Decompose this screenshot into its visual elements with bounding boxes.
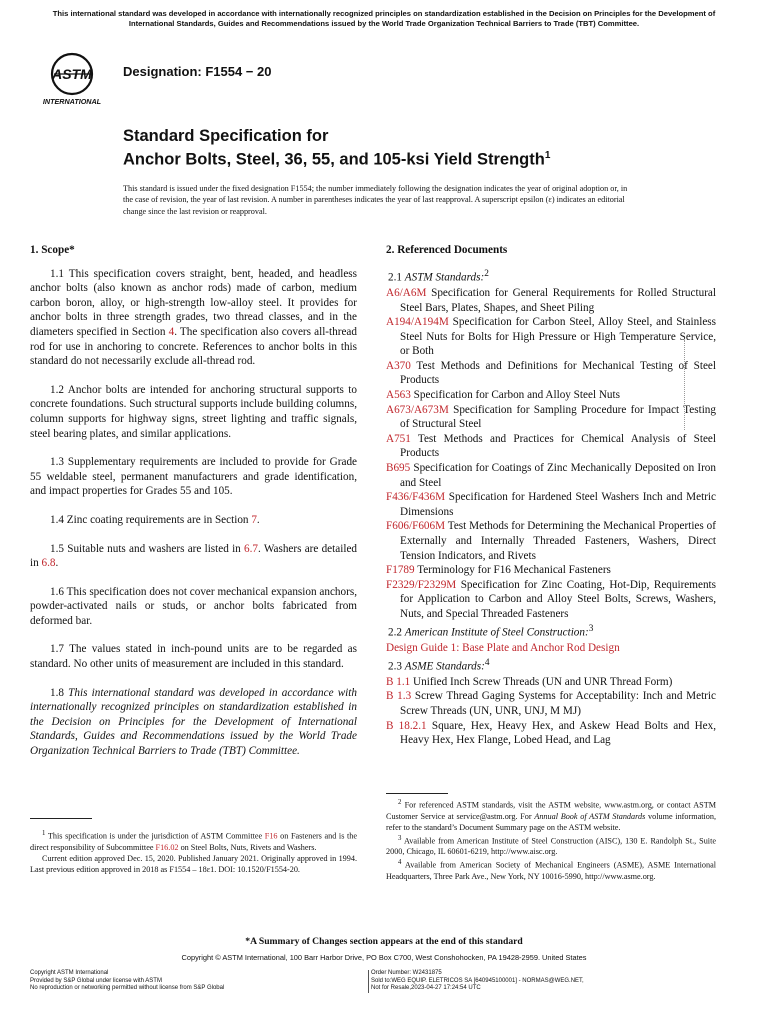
aisc-label-num: 2.2 — [388, 626, 405, 639]
scope-1-3: 1.3 Supplementary requirements are included to provide for Grade 55 weldable steel, permanent manufacturers and grade identification, and impact properties for Grades 55 and 105. — [30, 456, 357, 498]
astm-reference-title: Test Methods and Practices for Chemical Analysis of Steel Products — [400, 432, 716, 460]
title-line-1: Standard Specification for — [123, 127, 329, 145]
astm-reference-title: Specification for Carbon and Alloy Steel Nuts — [410, 389, 620, 402]
asme-reference-item — [386, 675, 716, 690]
asme-reference-list — [386, 675, 716, 748]
astm-reference-title: Specification for Carbon Steel, Alloy Steel, and Stainless Steel Nuts for Bolts for High Pressure or High Temperature Service, or Both — [400, 316, 716, 358]
asme-reference-code-link[interactable]: B 1.3 — [386, 690, 412, 703]
fn2-italic: Annual Book of ASTM Standards — [534, 811, 646, 821]
scope-1-5-end: . — [55, 557, 59, 570]
title-line-2 — [123, 146, 550, 170]
order-line: Sold to:WEG EQUIP. ELETRICOS SA [640945100001] - NORMAS@WEG.NET, — [371, 977, 584, 984]
astm-logo — [40, 52, 104, 106]
asme-reference-item — [386, 719, 716, 748]
scope-1-4 — [30, 513, 357, 528]
committee-f16-link[interactable]: F16 — [264, 831, 278, 841]
asme-reference-code-link[interactable]: B 1.1 — [386, 675, 411, 688]
footnote-4: $^4$ Available from American Society of Mechanical Engineers (ASME), ASME International Headquarters, Three Park Ave., New York, NY 10016-5990, http://www.asme.org. — [386, 859, 716, 882]
section-4-link[interactable]: 4 — [168, 325, 175, 338]
scope-1-4-text: 1.4 Zinc coating requirements are in Section — [50, 513, 252, 526]
logo-text-bottom: INTERNATIONAL — [42, 97, 102, 106]
scope-1-5 — [30, 542, 357, 571]
fn2-text-a: For referenced ASTM standards, visit the ASTM website, www.astm.org, or contact ASTM Customer Service at service@astm.org. For — [386, 800, 717, 821]
designation: Designation: F1554 − 20 — [123, 64, 272, 79]
order-line: Not for Resale,2023-04-27 17:24:54 UTC — [371, 985, 481, 992]
astm-reference-title: Specification for Sampling Procedure for Impact Testing of Structural Steel — [400, 403, 716, 431]
license-block — [30, 970, 224, 993]
astm-standards-label — [386, 267, 716, 285]
order-block — [368, 970, 584, 993]
astm-reference-title: Test Methods and Definitions for Mechanical Testing of Steel Products — [400, 359, 716, 387]
astm-reference-title: Specification for General Requirements for Rolled Structural Steel Bars, Plates, Shapes, and Sheet Piling — [400, 286, 716, 314]
intro-paragraph: This standard is issued under the fixed designation F1554; the number immediately following the designation indicates the year of original adoption or, in the case of revision, the year of last revision. A number in parentheses indicates the year of last reapproval. A superscript epsilon (ε) indicates an editorial change since the last revision or reapproval. — [123, 184, 628, 216]
astm-label-sup: 2 — [484, 268, 489, 279]
scope-1-8-text: This international standard was developed in accordance with internationally recognized principles on standardization established in the Decision on Principles for the Development of International Standards, Guides and Recommendations issued by the World Trade Organization Technical Barriers to Trade (TBT) Committee. — [30, 686, 357, 758]
asme-reference-code-link[interactable]: B 18.2.1 — [386, 719, 427, 732]
logo-text-top: ASTM — [52, 66, 92, 82]
astm-reference-item — [386, 315, 716, 359]
astm-reference-item — [386, 519, 716, 563]
footnote-1-jurisdiction: $^1$ This specification is under the jurisdiction of ASTM Committee F16 on Fasteners and is the direct responsibility of Subcommittee F16.02 on Steel Bolts, Nuts, Rivets and Washers. — [30, 830, 357, 852]
scope-1-8-number: 1.8 — [50, 686, 69, 699]
title-line-2-text: Anchor Bolts, Steel, 36, 55, and 105-ksi Yield Strength — [123, 150, 545, 169]
aisc-label-sup: 3 — [588, 623, 594, 634]
astm-reference-code-link[interactable]: A194/A194M — [386, 316, 449, 329]
aisc-label — [386, 622, 716, 640]
fn3-text: Available from American Institute of Steel Construction (AISC), 130 E. Randolph St., Suite 2000, Chicago, IL 60601-6219, http://www.aisc.org. — [386, 836, 716, 857]
astm-label-num: 2.1 — [388, 271, 405, 284]
astm-reference-title: Terminology for F16 Mechanical Fasteners — [414, 564, 611, 577]
aisc-design-guide-text[interactable]: Design Guide 1: Base Plate and Anchor Rod Design — [386, 641, 620, 654]
footnote-2: $^2$ For referenced ASTM standards, visit the ASTM website, www.astm.org, or contact ASTM Customer Service at service@astm.org. For Annual Book of ASTM Standards volume information, refer to the standard’s Document Summary page on the ASTM website. — [386, 799, 717, 832]
scope-1-5-text: 1.5 Suitable nuts and washers are listed in — [50, 542, 245, 555]
section-7-link[interactable]: 7 — [251, 513, 257, 526]
footnotes-right — [386, 797, 716, 882]
asme-reference-title: Unified Inch Screw Threads (UN and UNR Thread Form) — [410, 675, 673, 688]
fn2-text-b: volume information, refer to the standard’s Document Summary page on the ASTM website. — [386, 811, 717, 832]
astm-reference-item — [386, 388, 716, 403]
aisc-label-text: American Institute of Steel Construction: — [404, 626, 589, 639]
astm-reference-code-link[interactable]: A6/A6M — [386, 286, 427, 299]
astm-reference-code-link[interactable]: F2329/F2329M — [386, 578, 457, 591]
scope-1-1 — [30, 267, 357, 369]
referenced-documents-section — [386, 243, 716, 748]
title-footnote-mark: 1 — [544, 150, 551, 161]
section-6-8-link[interactable]: 6.8 — [41, 557, 56, 570]
scope-1-1-text: 1.1 This specification covers straight, bent, headed, and headless anchor bolts (also known as anchor rods) made of carbon, medium carbon boron, alloy, or high-strength low-alloy steel. It provides for anchor bolts in three strength grades, two thread classes, and in the diameters specified in Section — [30, 267, 357, 338]
astm-reference-item — [386, 490, 716, 519]
fn1-text-a: This specification is under the jurisdiction of ASTM Committee — [47, 831, 265, 841]
asme-reference-title: Screw Thread Gaging Systems for Acceptability: Inch and Metric Screw Threads (UN, UNR, UNJ, M MJ) — [400, 690, 716, 718]
license-line: No reproduction or networking permitted without license from S&P Global — [30, 985, 225, 992]
scope-1-8 — [30, 686, 357, 759]
astm-reference-code-link[interactable]: A673/A673M — [386, 403, 449, 416]
astm-reference-code-link[interactable]: F436/F436M — [386, 491, 446, 504]
scope-section — [30, 243, 357, 773]
summary-of-changes-note: *A Summary of Changes section appears at the end of this standard — [245, 936, 523, 947]
astm-reference-item — [386, 359, 716, 388]
aisc-design-guide-link[interactable] — [386, 641, 716, 656]
subcommittee-f16-02-link[interactable]: F16.02 — [155, 842, 179, 852]
asme-label-sup: 4 — [484, 657, 490, 668]
asme-label-text: ASME Standards: — [404, 660, 485, 673]
footnote-1 — [30, 828, 357, 875]
margin-dotted-line — [684, 340, 691, 430]
astm-reference-item — [386, 461, 716, 490]
document-title — [123, 127, 550, 170]
scope-heading: 1. Scope* — [30, 244, 75, 256]
astm-reference-code-link[interactable]: F1789 — [386, 564, 415, 577]
fn4-text: Available from American Society of Mechanical Engineers (ASME), ASME International Headquarters, Three Park Ave., New York, NY 10016-5990, http://www.asme.org. — [386, 861, 716, 882]
asme-label-num: 2.3 — [388, 660, 405, 673]
footnote-1-edition: Current edition approved Dec. 15, 2020. Published January 2021. Originally approved in 1994. Last previous edition approved in 2018 as F1554 – 18ε1. DOI: 10.1520/F1554-20. — [30, 853, 357, 874]
scope-1-7: 1.7 The values stated in inch-pound units are to be regarded as standard. No other units of measurement are included in this standard. — [30, 643, 357, 671]
astm-reference-item — [386, 563, 716, 578]
fn1-text-b: on Fasteners and is the direct responsibility of Subcommittee — [30, 831, 357, 852]
astm-reference-code-link[interactable]: F606/F606M — [386, 520, 446, 533]
astm-reference-title: Specification for Hardened Steel Washers Inch and Metric Dimensions — [400, 491, 716, 518]
astm-logo-graphic — [40, 52, 104, 106]
scope-1-2: 1.2 Anchor bolts are intended for anchoring structural supports to concrete foundations. Such structural supports include building columns, column supports for highway signs, street lighting and traffic signals, steel bearing plates, and similar applications. — [30, 383, 357, 440]
astm-reference-title: Specification for Coatings of Zinc Mechanically Deposited on Iron and Steel — [400, 462, 716, 489]
asme-label — [386, 656, 716, 674]
astm-reference-code-link[interactable]: A370 — [386, 359, 411, 372]
astm-reference-item — [386, 578, 716, 622]
astm-reference-item — [386, 286, 716, 315]
astm-reference-item — [386, 403, 716, 432]
astm-reference-item — [386, 432, 716, 461]
fn1-text-c: on Steel Bolts, Nuts, Rivets and Washers. — [178, 842, 317, 852]
standards-notice: This international standard was developed in accordance with internationally recognized principles on standardization established in the Decision on Principles for the Development of International Standards, Guides and Recommendations issued by the World Trade Organization Technical Barriers to Trade (TBT) Committee. — [52, 9, 716, 28]
astm-reference-list — [386, 286, 716, 622]
astm-reference-title: Specification for Zinc Coating, Hot-Dip, Requirements for Application to Carbon and Alloy Steel Bolts, Screws, Washers, Nuts, and Special Threaded Fasteners — [400, 578, 716, 620]
section-6-7-link[interactable]: 6.7 — [244, 542, 258, 555]
footnote-rule-left — [30, 818, 92, 819]
scope-1-5-mid: . Washers are detailed in — [30, 542, 358, 570]
footnote-rule-right — [386, 793, 448, 794]
astm-label-text: ASTM Standards: — [404, 271, 485, 284]
copyright-line: Copyright © ASTM International, 100 Barr Harbor Drive, PO Box C700, West Conshohocken, PA 19428-2959. United States — [181, 953, 587, 962]
scope-1-4-end: . — [256, 513, 260, 526]
astm-reference-code-link[interactable]: A751 — [386, 432, 411, 445]
license-line: Copyright ASTM International — [30, 970, 109, 976]
asme-reference-title: Square, Hex, Heavy Hex, and Askew Head Bolts and Hex, Heavy Hex, Hex Flange, Lobed Head, and Lag — [400, 719, 717, 747]
astm-reference-title: Test Methods for Determining the Mechanical Properties of Externally and Internally Threaded Fasteners, Washers, Direct Tension Indicators, and Rivets — [400, 520, 716, 562]
order-line: Order Number: W2431875 — [371, 970, 442, 976]
footnote-3: $^3$ Available from American Institute of Steel Construction (AISC), 130 E. Randolph St., Suite 2000, Chicago, IL 60601-6219, http://www.aisc.org. — [386, 834, 716, 857]
references-heading: 2. Referenced Documents — [386, 244, 508, 256]
astm-reference-code-link[interactable]: A563 — [386, 389, 411, 402]
license-line: Provided by S&P Global under license with ASTM — [30, 977, 162, 984]
scope-1-1-end: . The specification also covers all-thread rod for use in anchoring to concrete. References to anchor bolts in this standard do not necessarily exclude all-thread rod. — [30, 325, 357, 368]
asme-reference-item — [386, 689, 716, 718]
scope-1-6: 1.6 This specification does not cover mechanical expansion anchors, powder-activated nails or studs, or anchor bolts fabricated from deformed bar. — [30, 585, 357, 627]
astm-reference-code-link[interactable]: B695 — [386, 462, 411, 475]
